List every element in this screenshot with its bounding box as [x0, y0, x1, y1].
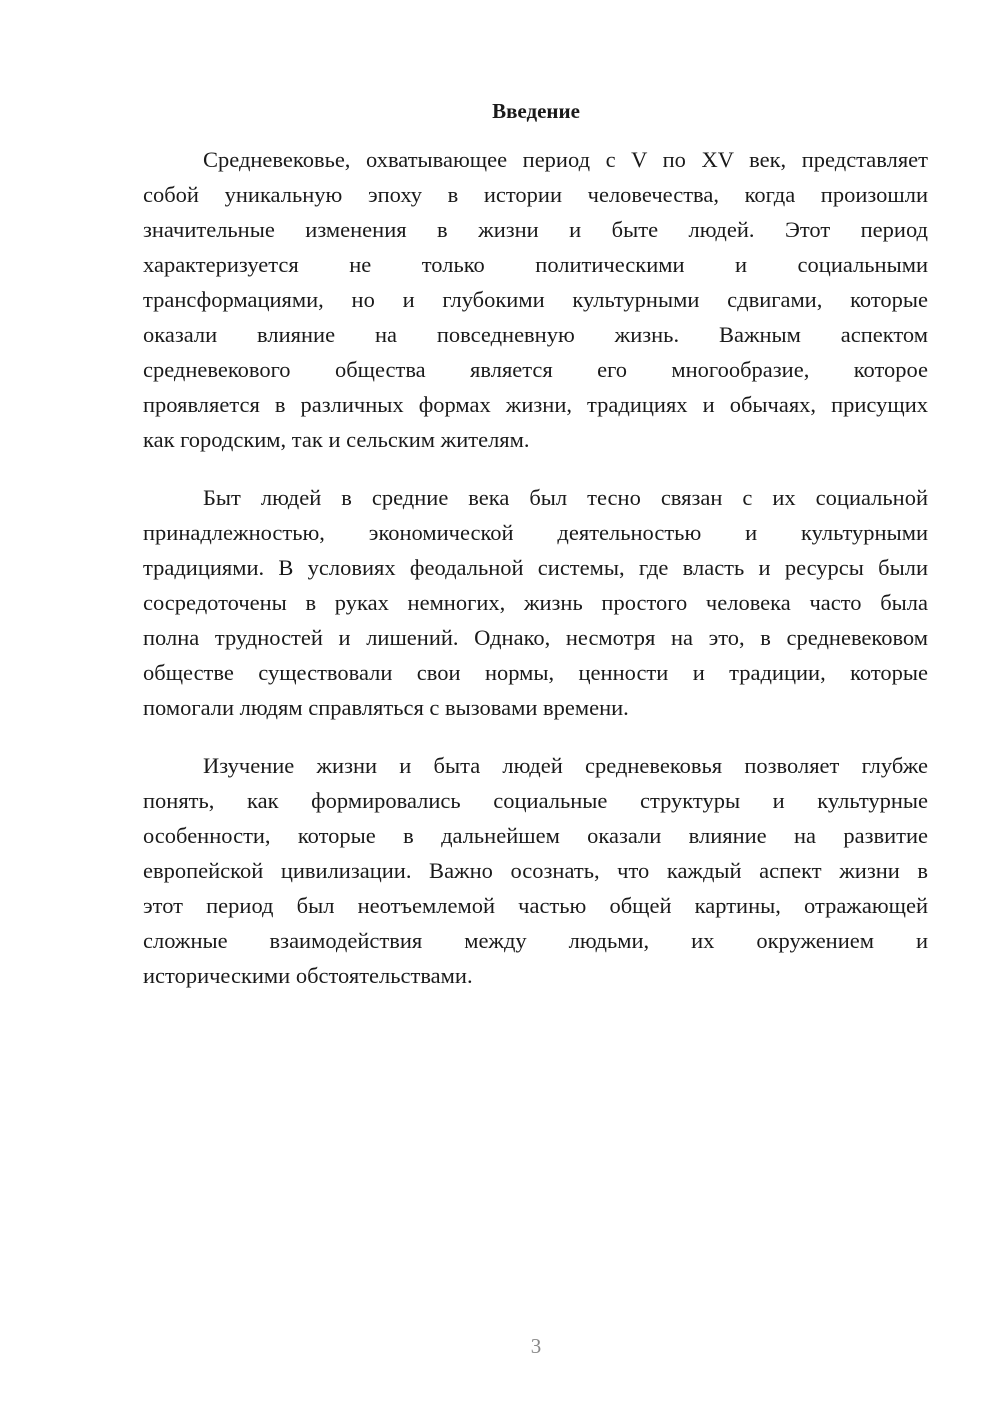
page-number: 3 [530, 1334, 542, 1358]
text-line: историческими обстоятельствами. [143, 963, 473, 988]
text-line: Средневековье, охватывающее период с V по XV век, представляет [203, 147, 928, 172]
text-line: традициями. В условиях феодальной системы, где власть и ресурсы были [143, 555, 928, 580]
text-line: помогали людям справляться с вызовами времени. [143, 695, 629, 720]
page-title: Введение [492, 99, 580, 123]
text-line: понять, как формировались социальные структуры и культурные [143, 788, 928, 813]
text-line: характеризуется не только политическими и социальными [143, 252, 928, 277]
text-line: Изучение жизни и быта людей средневековья позволяет глубже [203, 753, 928, 778]
text-line: принадлежностью, экономической деятельностью и культурными [143, 520, 928, 545]
paragraph-2 [143, 480, 928, 725]
paragraph-1 [143, 142, 928, 457]
text-line: как городским, так и сельским жителям. [143, 427, 530, 452]
text-line: сосредоточены в руках немногих, жизнь простого человека часто была [143, 590, 928, 615]
paragraph-3 [143, 748, 928, 993]
text-line: проявляется в различных формах жизни, традициях и обычаях, присущих [143, 392, 928, 417]
text-line: собой уникальную эпоху в истории человечества, когда произошли [143, 182, 928, 207]
text-line: оказали влияние на повседневную жизнь. Важным аспектом [143, 322, 928, 347]
text-line: Быт людей в средние века был тесно связан с их социальной [203, 485, 928, 510]
text-line: полна трудностей и лишений. Однако, несмотря на это, в средневековом [143, 625, 928, 650]
text-line: обществе существовали свои нормы, ценности и традиции, которые [143, 660, 928, 685]
text-line: этот период был неотъемлемой частью общей картины, отражающей [143, 893, 928, 918]
text-line: сложные взаимодействия между людьми, их окружением и [143, 928, 928, 953]
text-line: средневекового общества является его многообразие, которое [143, 357, 928, 382]
text-line: трансформациями, но и глубокими культурными сдвигами, которые [143, 287, 928, 312]
text-line: европейской цивилизации. Важно осознать, что каждый аспект жизни в [143, 858, 928, 883]
text-line: значительные изменения в жизни и быте людей. Этот период [143, 217, 928, 242]
text-line: особенности, которые в дальнейшем оказали влияние на развитие [143, 823, 928, 848]
